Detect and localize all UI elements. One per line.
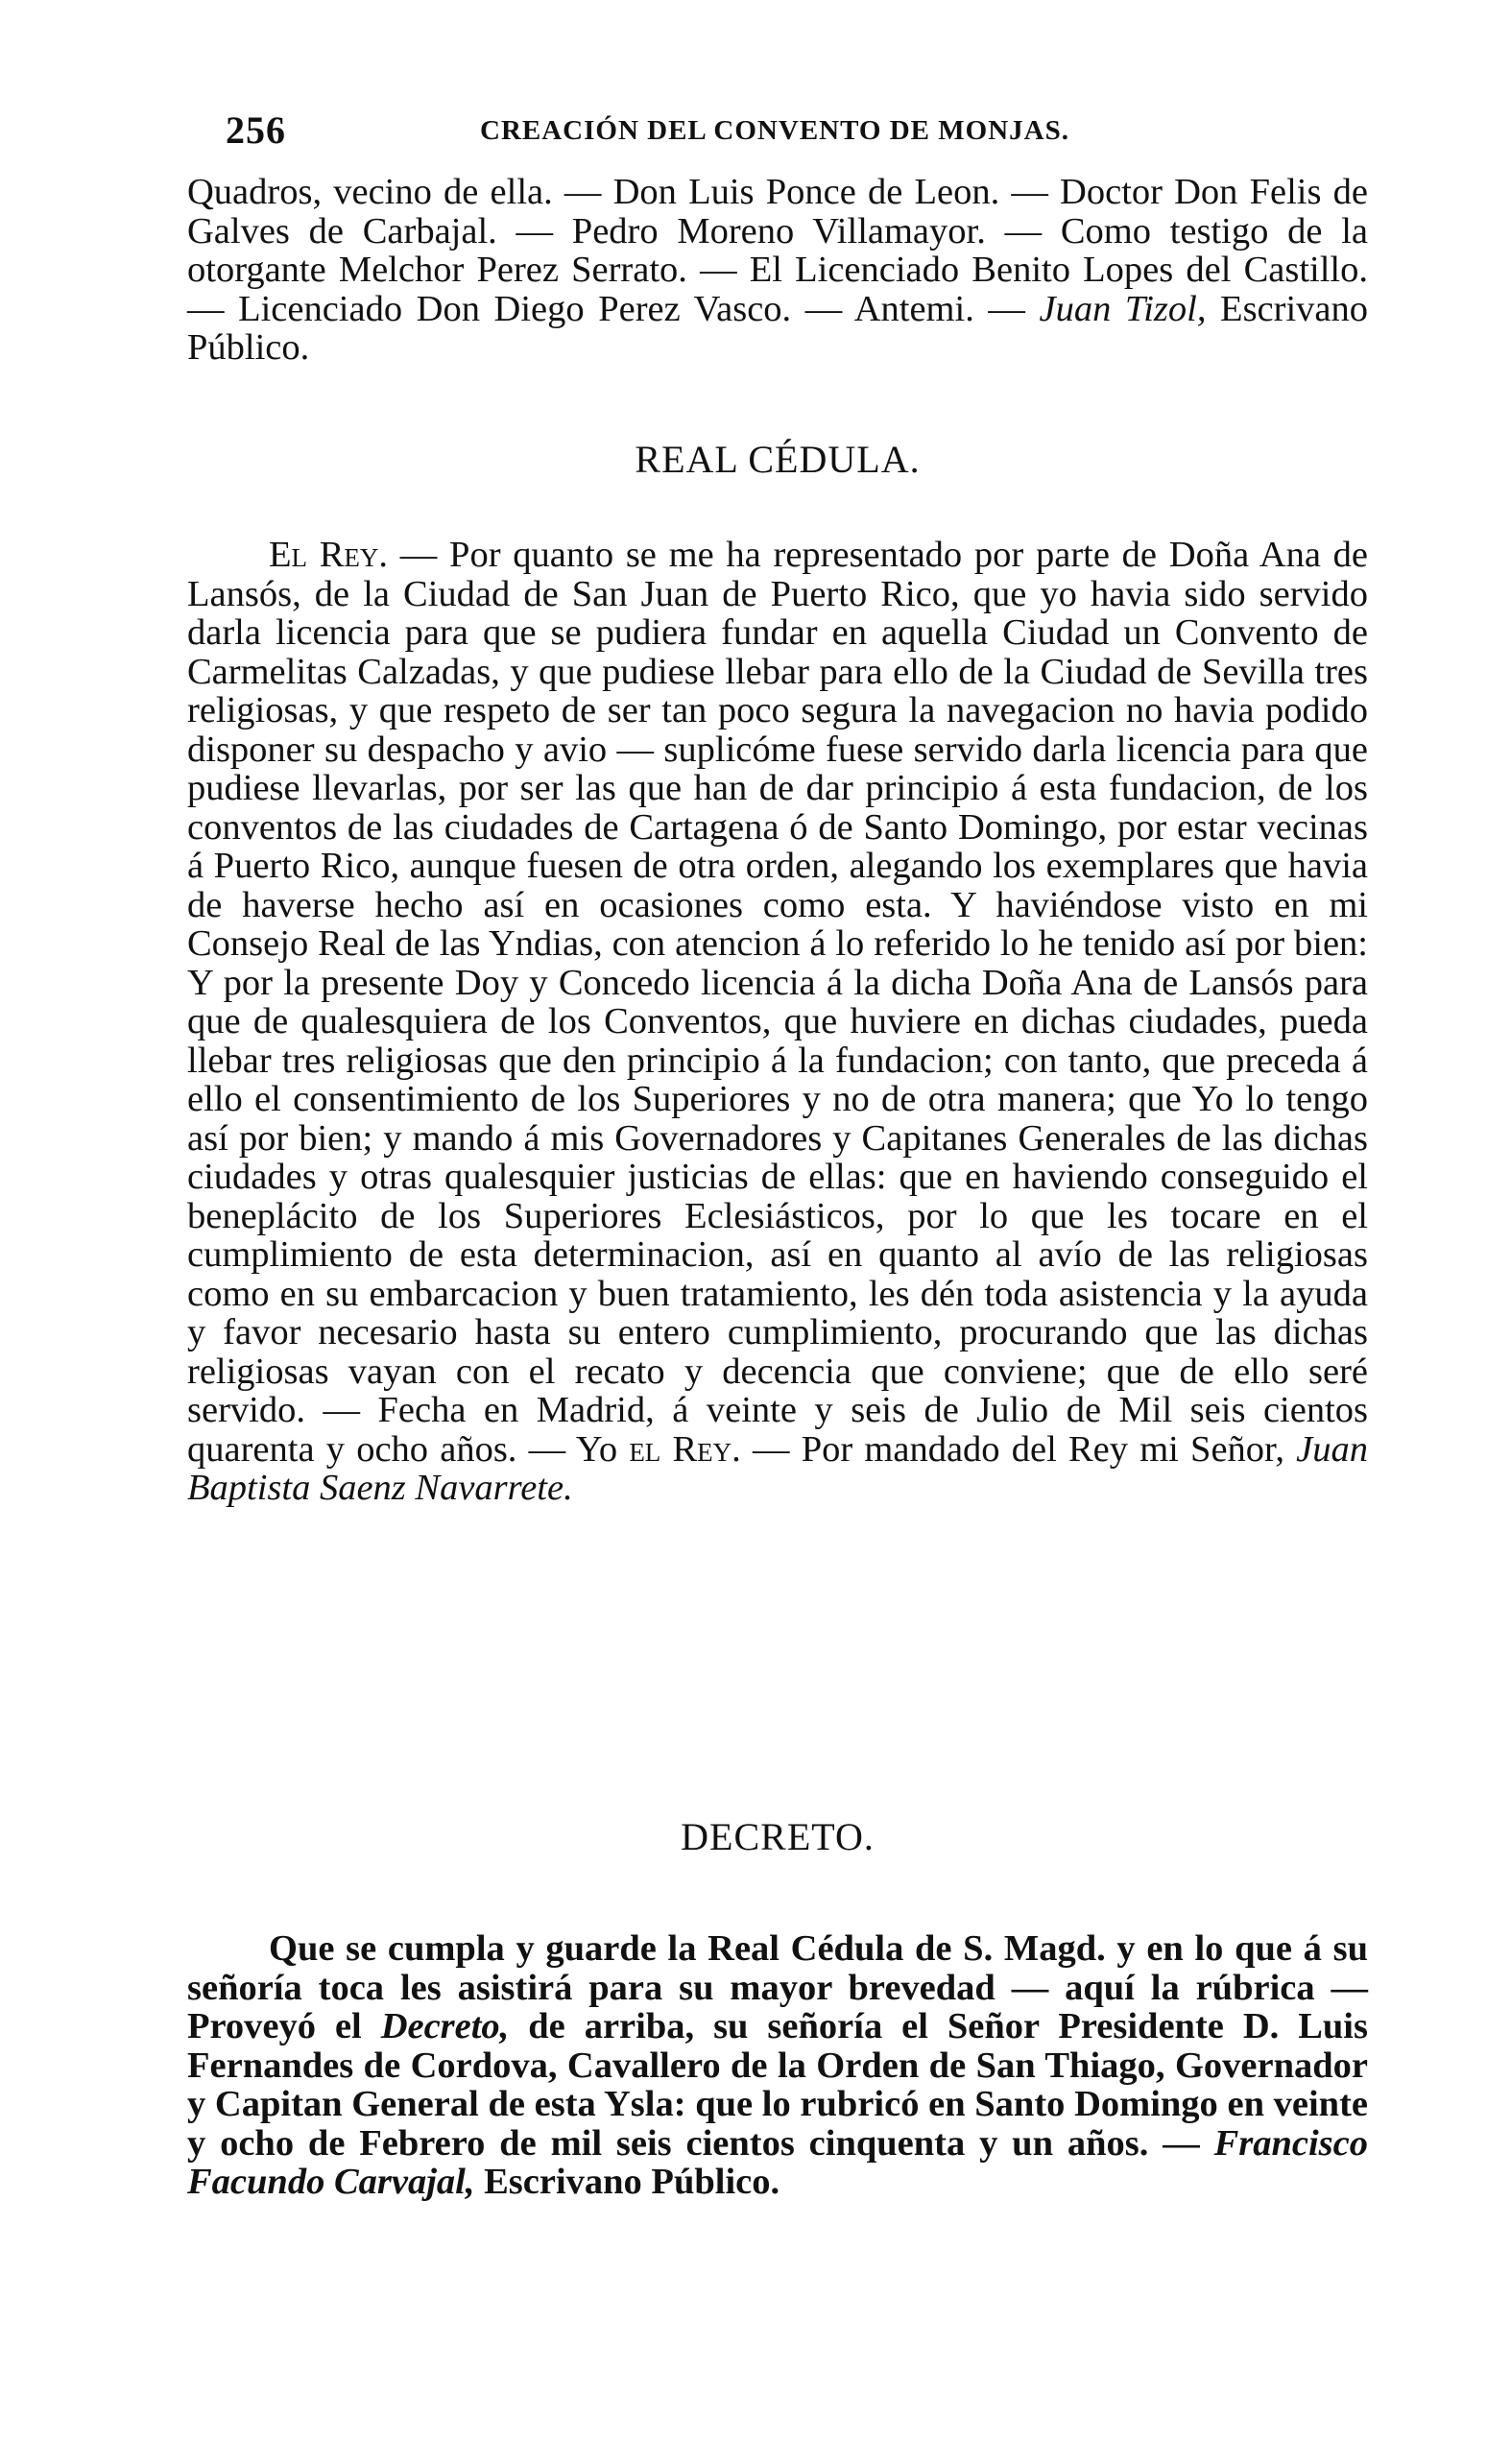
decreto-heading: DECRETO. [681,1815,875,1858]
intro-signatory: Juan Tizol, [1039,288,1207,329]
decreto-closing: Escrivano Público. [474,2162,780,2202]
real-cedula-signatory: Juan Baptista Saenz Navarrete. [187,1428,1368,1508]
real-cedula-mandado: — Por mandado del Rey mi Señor, [740,1428,1297,1470]
intro-text: Quadros, vecino de ella. — Don Luis Ponce de Leon. — Doctor Don Felis de Galves de Carbajal. — Pedro Moreno Villamayor. — Como testigo de la otorgante Melchor Perez Serrato. — El Licenciado Benito Lopes del Castillo. — Licenciado Don Diego Perez Vasco. — Antemi. — [187,172,1368,329]
running-head [192,108,1368,165]
decreto-signatory: Francisco Facundo Carvajal, [187,2122,1368,2202]
intro-closing: Escrivano Público. [187,288,1368,368]
real-cedula-opening: El Rey. [269,535,389,575]
real-cedula-closing-rey: el Rey. [629,1428,741,1470]
real-cedula-heading: REAL CÉDULA. [635,438,921,481]
decreto-body-2: de arriba, su señoría el Señor Presidente D. Luis Fernandes de Cordova, Cavallero de la Orden de San Thiago, Governador y Capitan General de esta Ysla: que lo rubricó en Santo Domingo en veinte y ocho de Febrero de mil seis cientos cinquenta y un años. — [187,2006,1368,2164]
intro-paragraph [187,173,1368,368]
real-cedula-body: — Por quanto se me ha representado por parte de Doña Ana de Lansós, de la Ciudad de San Juan de Puerto Rico, que yo havia sido servido darla licencia para que se pudiera fundar en aquella Ciudad un Convento de Carmelitas Calzadas, y que pudiese llebar para ello de la Ciudad de Sevilla tres religiosas, y que respeto de ser tan poco segura la navegacion no havia podido disponer su despacho y avio — suplicóme fuese servido darla licencia para que pudiese llevarlas, por ser las que han de dar principio á esta fundacion, de los conventos de las ciudades de Cartagena ó de Santo Domingo, por estar vecinas á Puerto Rico, aunque fuesen de otra orden, alegando los exemplares que havia de haverse hecho así en ocasiones como esta. Y haviéndose visto en mi Consejo Real de las Yndias, con atencion á lo referido lo he tenido así por bien: Y por la presente Doy y Concedo licencia á la dicha Doña Ana de Lansós para que de qualesquiera de los Conventos, que huviere en dichas ciudades, pueda llebar tres religiosas que den principio á la fundacion; con tanto, que preceda á ello el consentimiento de los Superiores y no de otra manera; que Yo lo tengo así por bien; y mando á mis Governadores y Capitanes Generales de las dichas ciudades y otras qualesquier justicias de ellas: que en haviendo conseguido el beneplácito de los Superiores Eclesiásticos, por lo que les tocare en el cumplimiento de esta determinacion, así en quanto al avío de las religiosas como en su embarcacion y buen tratamiento, les dén toda asistencia y la ayuda y favor necesario hasta su entero cumplimiento, procurando que las dichas religiosas vayan con el recato y decencia que conviene; que de ello seré servido. — Fecha en Madrid, á veinte y seis de Julio de Mil seis cientos quarenta y ocho años. — Yo [187,535,1369,1470]
decreto-body: Que se cumpla y guarde la Real Cédula de S. Magd. y en lo que á su señoría toca les asistirá para su mayor brevedad — aquí la rúbrica — Proveyó el [187,1928,1368,2046]
running-title: CREACIÓN DEL CONVENTO DE MONJAS. [480,115,1069,146]
real-cedula-paragraph [187,536,1368,1508]
page-number: 256 [226,108,286,152]
decreto-word: Decreto, [380,2006,510,2046]
decreto-paragraph [187,1929,1368,2202]
